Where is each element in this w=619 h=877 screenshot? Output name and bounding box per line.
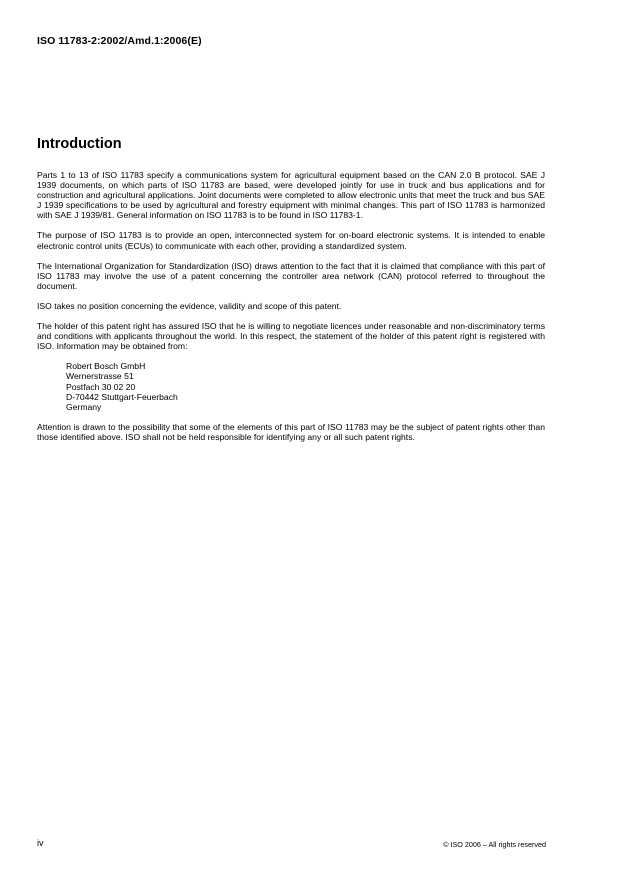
page-number: iv — [37, 838, 44, 848]
address-line: Wernerstrasse 51 — [66, 371, 134, 382]
contact-address — [66, 361, 545, 411]
closing-paragraph: Attention is drawn to the possibility that some of the elements of this part of ISO 11783 may be the subject of patent rights other than those identified above. ISO shall not be held responsible for identifying any or all such patent rights. — [37, 421, 545, 442]
paragraph: The holder of this patent right has assured ISO that he is willing to negotiate licences under reasonable and non-discriminatory terms and conditions with applicants throughout the world. In this respect, the statement of the holder of this patent right is registered with ISO. Information may be obtained from: — [37, 321, 545, 352]
paragraph: The purpose of ISO 11783 is to provide an open, interconnected system for on-board electronic systems. It is intended to enable electronic control units (ECUs) to communicate with each other, providing a standardized system. — [37, 230, 545, 251]
document-id: ISO 11783-2:2002/Amd.1:2006(E) — [37, 35, 202, 47]
paragraph: The International Organization for Standardization (ISO) draws attention to the fact that it is claimed that compliance with this part of ISO 11783 may involve the use of a patent concerning the controller area network (CAN) protocol referred to throughout the document. — [37, 260, 545, 291]
section-body — [37, 170, 545, 452]
copyright-notice: © ISO 2006 – All rights reserved — [443, 840, 546, 849]
paragraph: ISO takes no position concerning the evidence, validity and scope of this patent. — [37, 300, 342, 311]
address-line: Germany — [66, 401, 102, 412]
address-line: Postfach 30 02 20 — [66, 381, 136, 392]
address-line: D-70442 Stuttgart-Feuerbach — [66, 391, 178, 402]
section-title: Introduction — [37, 136, 122, 152]
paragraph: Parts 1 to 13 of ISO 11783 specify a communications system for agricultural equipment based on the CAN 2.0 B protocol. SAE J 1939 documents, on which parts of ISO 11783 are based, were developed jointly for use in truck and bus applications and for construction and agricultural applications. Joint documents were completed to allow electronic units that meet the truck and bus SAE J 1939 specifications to be used by agricultural and forestry equipment with minimal changes. This part of ISO 11783 is harmonized with SAE J 1939/81. General information on ISO 11783 is to be found in ISO 11783-1. — [37, 170, 545, 221]
address-line: Robert Bosch GmbH — [66, 361, 146, 372]
